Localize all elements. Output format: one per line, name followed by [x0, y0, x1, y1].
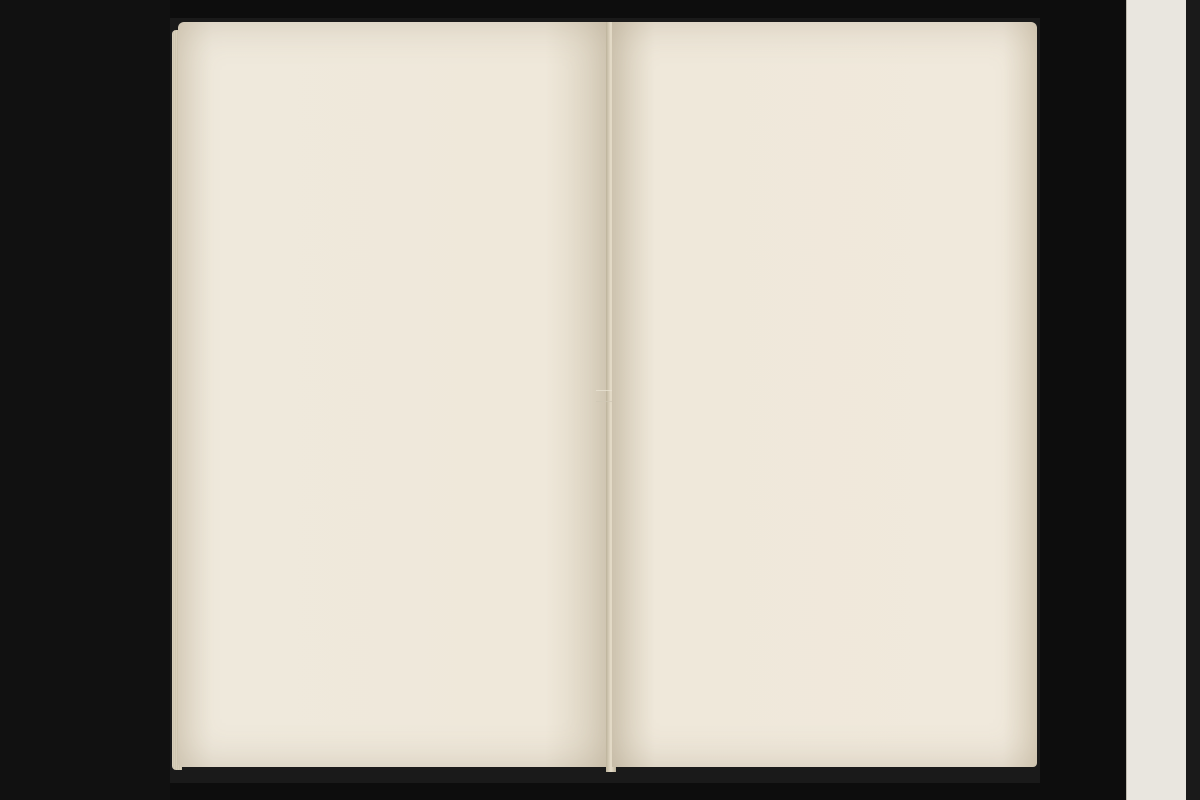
background — [0, 0, 170, 800]
right-page — [612, 22, 1037, 767]
ruler-edge — [1186, 0, 1200, 800]
left-page — [178, 22, 610, 767]
right-flor-line — [634, 270, 679, 290]
measuring-ruler — [1126, 0, 1187, 800]
